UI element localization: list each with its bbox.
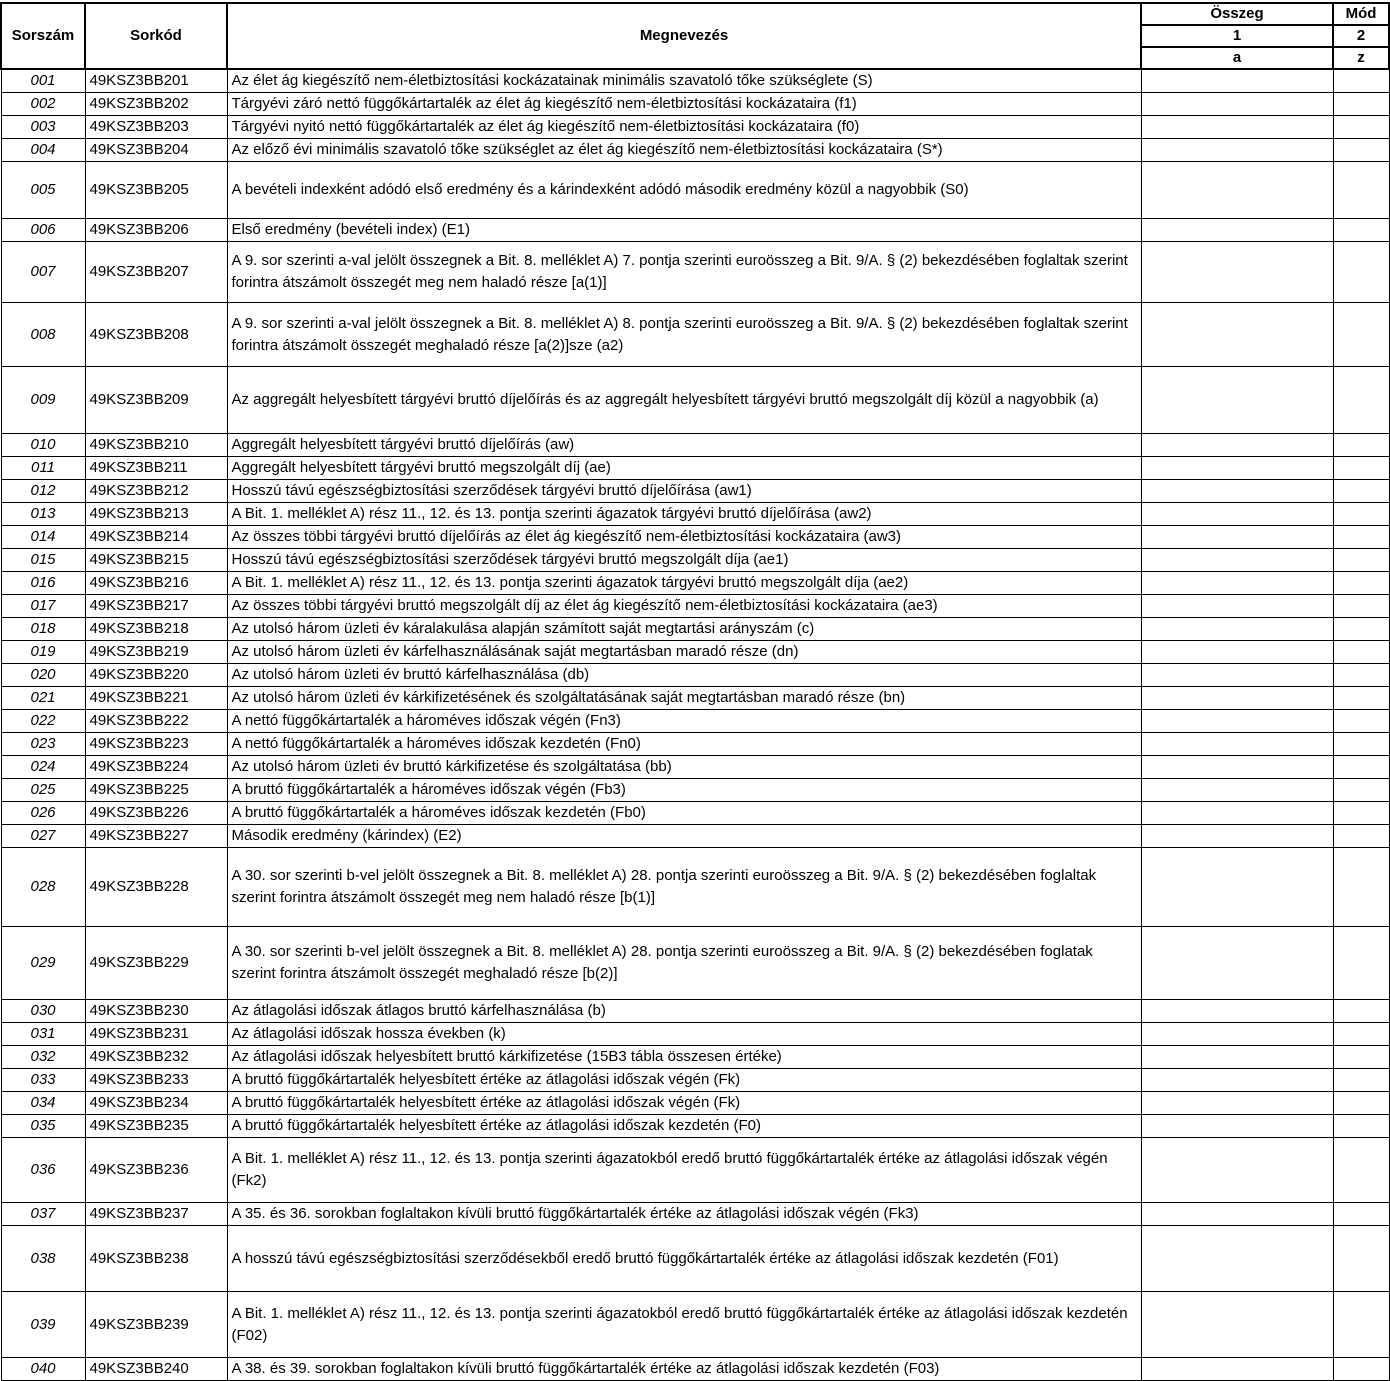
mode-cell[interactable] [1333,779,1389,802]
table-row [1,595,1389,618]
row-code: 49KSZ3BB224 [85,756,227,779]
row-label: Az élet ág kiegészítő nem-életbiztosítási kockázatainak minimális szavatoló tőke szükséglete (S) [227,69,1141,93]
mode-cell[interactable] [1333,303,1389,367]
mode-cell[interactable] [1333,116,1389,139]
row-number: 011 [1,457,85,480]
row-label: Aggregált helyesbített tárgyévi bruttó megszolgált díj (ae) [227,457,1141,480]
row-number: 020 [1,664,85,687]
row-number: 028 [1,848,85,927]
row-label: A bruttó függőkártartalék helyesbített értéke az átlagolási időszak végén (Fk) [227,1069,1141,1092]
table-row [1,434,1389,457]
mode-cell[interactable] [1333,802,1389,825]
row-label: Az átlagolási időszak helyesbített bruttó kárkifizetése (15B3 tábla összesen értéke) [227,1046,1141,1069]
mode-cell[interactable] [1333,1046,1389,1069]
amount-cell[interactable] [1141,1203,1333,1226]
row-number: 013 [1,503,85,526]
amount-cell[interactable] [1141,687,1333,710]
mode-cell[interactable] [1333,687,1389,710]
row-code: 49KSZ3BB209 [85,367,227,434]
row-number: 027 [1,825,85,848]
row-code: 49KSZ3BB221 [85,687,227,710]
table-row [1,779,1389,802]
amount-cell[interactable] [1141,434,1333,457]
table-row [1,303,1389,367]
table-row [1,1000,1389,1023]
amount-cell[interactable] [1141,1000,1333,1023]
mode-cell[interactable] [1333,1115,1389,1138]
row-number: 036 [1,1138,85,1203]
amount-cell[interactable] [1141,733,1333,756]
row-label: A Bit. 1. melléklet A) rész 11., 12. és 13. pontja szerinti ágazatokból eredő bruttó függőkártartalék értéke az átlagolási időszak kezdetén (F02) [227,1292,1141,1358]
mode-cell[interactable] [1333,503,1389,526]
table-row [1,733,1389,756]
header-col-a: a [1141,47,1333,69]
row-code: 49KSZ3BB236 [85,1138,227,1203]
row-number: 029 [1,927,85,1000]
amount-cell[interactable] [1141,848,1333,927]
row-number: 032 [1,1046,85,1069]
row-code: 49KSZ3BB232 [85,1046,227,1069]
amount-cell[interactable] [1141,1092,1333,1115]
row-code: 49KSZ3BB240 [85,1358,227,1381]
amount-cell[interactable] [1141,802,1333,825]
row-code: 49KSZ3BB214 [85,526,227,549]
row-code: 49KSZ3BB202 [85,93,227,116]
mode-cell[interactable] [1333,457,1389,480]
row-code: 49KSZ3BB208 [85,303,227,367]
row-number: 037 [1,1203,85,1226]
amount-cell[interactable] [1141,1292,1333,1358]
amount-cell[interactable] [1141,779,1333,802]
row-label: A 9. sor szerinti a-val jelölt összegnek a Bit. 8. melléklet A) 8. pontja szerinti euroösszeg a Bit. 9/A. § (2) bekezdésében foglaltak szerint forintra átszámolt összegét meghaladó része [a(2)]sze (a2) [227,303,1141,367]
header-megnevezes: Megnevezés [227,3,1141,69]
header-col-z: z [1333,47,1389,69]
table-row [1,367,1389,434]
mode-cell[interactable] [1333,733,1389,756]
table-row [1,1358,1389,1381]
table-row [1,1292,1389,1358]
amount-cell[interactable] [1141,1226,1333,1292]
row-code: 49KSZ3BB222 [85,710,227,733]
table-row [1,503,1389,526]
table-row [1,549,1389,572]
table-row [1,687,1389,710]
row-code: 49KSZ3BB211 [85,457,227,480]
mode-cell[interactable] [1333,480,1389,503]
row-label: A bruttó függőkártartalék helyesbített értéke az átlagolási időszak végén (Fk) [227,1092,1141,1115]
amount-cell[interactable] [1141,664,1333,687]
row-label: A nettó függőkártartalék a hároméves időszak végén (Fn3) [227,710,1141,733]
row-number: 010 [1,434,85,457]
amount-cell[interactable] [1141,618,1333,641]
amount-cell[interactable] [1141,595,1333,618]
row-label: Az utolsó három üzleti év kárkifizetésének és szolgáltatásának saját megtartásban maradó része (bn) [227,687,1141,710]
mode-cell[interactable] [1333,664,1389,687]
row-code: 49KSZ3BB219 [85,641,227,664]
table-row [1,710,1389,733]
mode-cell[interactable] [1333,1358,1389,1381]
amount-cell[interactable] [1141,710,1333,733]
header-sorkod: Sorkód [85,3,227,69]
amount-cell[interactable] [1141,825,1333,848]
table-row [1,756,1389,779]
mode-cell[interactable] [1333,219,1389,242]
table-row [1,802,1389,825]
row-code: 49KSZ3BB223 [85,733,227,756]
table-row [1,848,1389,927]
mode-cell[interactable] [1333,1092,1389,1115]
row-number: 012 [1,480,85,503]
mode-cell[interactable] [1333,69,1389,93]
row-number: 033 [1,1069,85,1092]
row-code: 49KSZ3BB234 [85,1092,227,1115]
table-row [1,69,1389,93]
row-label: A 30. sor szerinti b-vel jelölt összegnek a Bit. 8. melléklet A) 28. pontja szerinti euroösszeg a Bit. 9/A. § (2) bekezdésében foglatak szerint forintra átszámolt összegét meghaladó része [b(2)] [227,927,1141,1000]
row-code: 49KSZ3BB201 [85,69,227,93]
table-row [1,162,1389,219]
mode-cell[interactable] [1333,848,1389,927]
mode-cell[interactable] [1333,1000,1389,1023]
row-code: 49KSZ3BB226 [85,802,227,825]
amount-cell[interactable] [1141,526,1333,549]
row-label: Hosszú távú egészségbiztosítási szerződések tárgyévi bruttó megszolgált díja (ae1) [227,549,1141,572]
row-number: 034 [1,1092,85,1115]
amount-cell[interactable] [1141,927,1333,1000]
row-code: 49KSZ3BB230 [85,1000,227,1023]
mode-cell[interactable] [1333,710,1389,733]
row-label: A 30. sor szerinti b-vel jelölt összegnek a Bit. 8. melléklet A) 28. pontja szerinti euroösszeg a Bit. 9/A. § (2) bekezdésében foglaltak szerint forintra átszámolt összegét meg nem haladó része [b(1)] [227,848,1141,927]
mode-cell[interactable] [1333,434,1389,457]
row-label: Az átlagolási időszak átlagos bruttó kárfelhasználása (b) [227,1000,1141,1023]
row-number: 030 [1,1000,85,1023]
row-code: 49KSZ3BB233 [85,1069,227,1092]
row-number: 014 [1,526,85,549]
row-number: 008 [1,303,85,367]
amount-cell[interactable] [1141,1138,1333,1203]
table-row [1,641,1389,664]
mode-cell[interactable] [1333,1292,1389,1358]
row-code: 49KSZ3BB228 [85,848,227,927]
header-mod: Mód [1333,3,1389,25]
row-label: Második eredmény (kárindex) (E2) [227,825,1141,848]
table-row [1,927,1389,1000]
row-code: 49KSZ3BB203 [85,116,227,139]
table-row [1,1046,1389,1069]
row-number: 019 [1,641,85,664]
mode-cell[interactable] [1333,1226,1389,1292]
table-row [1,219,1389,242]
table-row [1,1138,1389,1203]
row-label: Az utolsó három üzleti év kárfelhasználásának saját megtartásban maradó része (dn) [227,641,1141,664]
row-code: 49KSZ3BB235 [85,1115,227,1138]
row-label: A bruttó függőkártartalék a hároméves időszak kezdetén (Fb0) [227,802,1141,825]
header-col-1: 1 [1141,25,1333,47]
amount-cell[interactable] [1141,549,1333,572]
table-row [1,572,1389,595]
table-row [1,1023,1389,1046]
row-code: 49KSZ3BB217 [85,595,227,618]
row-label: Aggregált helyesbített tárgyévi bruttó díjelőírás (aw) [227,434,1141,457]
amount-cell[interactable] [1141,69,1333,93]
amount-cell[interactable] [1141,503,1333,526]
mode-cell[interactable] [1333,549,1389,572]
row-number: 035 [1,1115,85,1138]
row-number: 005 [1,162,85,219]
row-number: 040 [1,1358,85,1381]
row-label: Hosszú távú egészségbiztosítási szerződések tárgyévi bruttó díjelőírása (aw1) [227,480,1141,503]
row-code: 49KSZ3BB215 [85,549,227,572]
mode-cell[interactable] [1333,1203,1389,1226]
row-number: 002 [1,93,85,116]
mode-cell[interactable] [1333,927,1389,1000]
row-label: Az utolsó három üzleti év bruttó kárkifizetése és szolgáltatása (bb) [227,756,1141,779]
table-row [1,1226,1389,1292]
row-code: 49KSZ3BB207 [85,242,227,303]
table-row [1,1069,1389,1092]
amount-cell[interactable] [1141,139,1333,162]
amount-cell[interactable] [1141,572,1333,595]
mode-cell[interactable] [1333,641,1389,664]
header-osszeg: Összeg [1141,3,1333,25]
row-code: 49KSZ3BB231 [85,1023,227,1046]
amount-cell[interactable] [1141,641,1333,664]
row-code: 49KSZ3BB237 [85,1203,227,1226]
table-row [1,116,1389,139]
row-code: 49KSZ3BB213 [85,503,227,526]
amount-cell[interactable] [1141,1358,1333,1381]
row-label: Első eredmény (bevételi index) (E1) [227,219,1141,242]
row-label: A bruttó függőkártartalék helyesbített értéke az átlagolási időszak kezdetén (F0) [227,1115,1141,1138]
mode-cell[interactable] [1333,618,1389,641]
amount-cell[interactable] [1141,162,1333,219]
table-row [1,664,1389,687]
table-row [1,139,1389,162]
row-number: 006 [1,219,85,242]
row-number: 039 [1,1292,85,1358]
table-row [1,242,1389,303]
mode-cell[interactable] [1333,242,1389,303]
mode-cell[interactable] [1333,162,1389,219]
row-label: A Bit. 1. melléklet A) rész 11., 12. és 13. pontja szerinti ágazatok tárgyévi bruttó megszolgált díja (ae2) [227,572,1141,595]
table-row [1,526,1389,549]
table-row [1,618,1389,641]
mode-cell[interactable] [1333,572,1389,595]
amount-cell[interactable] [1141,242,1333,303]
row-number: 038 [1,1226,85,1292]
row-code: 49KSZ3BB220 [85,664,227,687]
row-label: A Bit. 1. melléklet A) rész 11., 12. és 13. pontja szerinti ágazatokból eredő bruttó függőkártartalék értéke az átlagolási időszak végén (Fk2) [227,1138,1141,1203]
amount-cell[interactable] [1141,1023,1333,1046]
row-label: Tárgyévi nyitó nettó függőkártartalék az élet ág kiegészítő nem-életbiztosítási kockázataira (f0) [227,116,1141,139]
row-label: Az összes többi tárgyévi bruttó díjelőírás az élet ág kiegészítő nem-életbiztosítási kockázataira (aw3) [227,526,1141,549]
table-row [1,93,1389,116]
row-number: 021 [1,687,85,710]
row-number: 007 [1,242,85,303]
row-label: Az utolsó három üzleti év káralakulása alapján számított saját megtartási arányszám (c) [227,618,1141,641]
row-label: Az átlagolási időszak hossza években (k) [227,1023,1141,1046]
row-code: 49KSZ3BB238 [85,1226,227,1292]
row-code: 49KSZ3BB229 [85,927,227,1000]
table-row [1,1092,1389,1115]
row-number: 009 [1,367,85,434]
row-number: 022 [1,710,85,733]
table-body [1,69,1389,1381]
row-number: 024 [1,756,85,779]
row-code: 49KSZ3BB205 [85,162,227,219]
row-number: 023 [1,733,85,756]
mode-cell[interactable] [1333,139,1389,162]
row-label: A nettó függőkártartalék a hároméves időszak kezdetén (Fn0) [227,733,1141,756]
row-label: A bevételi indexként adódó első eredmény és a kárindexként adódó második eredmény közül a nagyobbik (S0) [227,162,1141,219]
amount-cell[interactable] [1141,116,1333,139]
row-number: 001 [1,69,85,93]
row-code: 49KSZ3BB210 [85,434,227,457]
mode-cell[interactable] [1333,526,1389,549]
row-code: 49KSZ3BB212 [85,480,227,503]
amount-cell[interactable] [1141,93,1333,116]
row-number: 003 [1,116,85,139]
amount-cell[interactable] [1141,480,1333,503]
row-code: 49KSZ3BB218 [85,618,227,641]
table-row [1,1115,1389,1138]
table-row [1,457,1389,480]
row-label: A hosszú távú egészségbiztosítási szerződésekből eredő bruttó függőkártartalék értéke az átlagolási időszak kezdetén (F01) [227,1226,1141,1292]
row-label: A Bit. 1. melléklet A) rész 11., 12. és 13. pontja szerinti ágazatok tárgyévi bruttó díjelőírása (aw2) [227,503,1141,526]
row-number: 031 [1,1023,85,1046]
amount-cell[interactable] [1141,303,1333,367]
row-number: 016 [1,572,85,595]
row-label: Az összes többi tárgyévi bruttó megszolgált díj az élet ág kiegészítő nem-életbiztosítási kockázataira (ae3) [227,595,1141,618]
row-code: 49KSZ3BB227 [85,825,227,848]
row-code: 49KSZ3BB204 [85,139,227,162]
mode-cell[interactable] [1333,756,1389,779]
amount-cell[interactable] [1141,1046,1333,1069]
header-sorszam: Sorszám [1,3,85,69]
mode-cell[interactable] [1333,1138,1389,1203]
row-label: A 35. és 36. sorokban foglaltakon kívüli bruttó függőkártartalék értéke az átlagolási időszak végén (Fk3) [227,1203,1141,1226]
row-number: 015 [1,549,85,572]
mode-cell[interactable] [1333,367,1389,434]
mode-cell[interactable] [1333,595,1389,618]
row-code: 49KSZ3BB216 [85,572,227,595]
mode-cell[interactable] [1333,825,1389,848]
mode-cell[interactable] [1333,93,1389,116]
row-code: 49KSZ3BB239 [85,1292,227,1358]
row-label: A 38. és 39. sorokban foglaltakon kívüli bruttó függőkártartalék értéke az átlagolási időszak kezdetén (F03) [227,1358,1141,1381]
row-label: A bruttó függőkártartalék a hároméves időszak végén (Fb3) [227,779,1141,802]
amount-cell[interactable] [1141,457,1333,480]
row-number: 026 [1,802,85,825]
row-code: 49KSZ3BB225 [85,779,227,802]
row-number: 004 [1,139,85,162]
table-row [1,825,1389,848]
table-row [1,480,1389,503]
row-label: Az aggregált helyesbített tárgyévi bruttó díjelőírás és az aggregált helyesbített tárgyévi bruttó megszolgált díj közül a nagyobbik (a) [227,367,1141,434]
row-label: Az előző évi minimális szavatoló tőke szükséglet az élet ág kiegészítő nem-életbiztosítási kockázataira (S*) [227,139,1141,162]
row-label: Az utolsó három üzleti év bruttó kárfelhasználása (db) [227,664,1141,687]
table-header [1,3,1389,69]
amount-cell[interactable] [1141,367,1333,434]
row-number: 017 [1,595,85,618]
report-table [0,2,1390,1381]
amount-cell[interactable] [1141,1069,1333,1092]
row-number: 018 [1,618,85,641]
amount-cell[interactable] [1141,756,1333,779]
header-col-2: 2 [1333,25,1389,47]
row-label: Tárgyévi záró nettó függőkártartalék az élet ág kiegészítő nem-életbiztosítási kockázataira (f1) [227,93,1141,116]
row-number: 025 [1,779,85,802]
table-row [1,1203,1389,1226]
amount-cell[interactable] [1141,1115,1333,1138]
row-code: 49KSZ3BB206 [85,219,227,242]
amount-cell[interactable] [1141,219,1333,242]
mode-cell[interactable] [1333,1069,1389,1092]
mode-cell[interactable] [1333,1023,1389,1046]
row-label: A 9. sor szerinti a-val jelölt összegnek a Bit. 8. melléklet A) 7. pontja szerinti euroösszeg a Bit. 9/A. § (2) bekezdésében foglaltak szerint forintra átszámolt összegét meg nem haladó része [a(1)] [227,242,1141,303]
